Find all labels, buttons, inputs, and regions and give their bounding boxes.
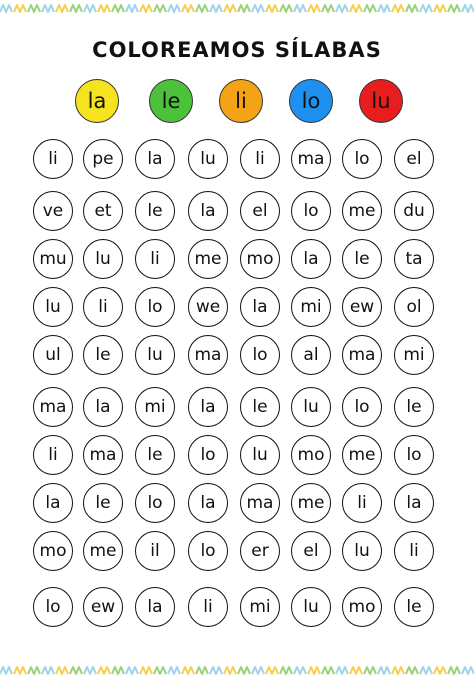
- syllable-circle[interactable]: le: [342, 239, 382, 279]
- color-key-lu: lu: [359, 79, 403, 123]
- syllable-circle[interactable]: le: [83, 483, 123, 523]
- syllable-circle[interactable]: lu: [342, 531, 382, 571]
- color-key-la: la: [75, 79, 119, 123]
- syllable-circle[interactable]: la: [33, 483, 73, 523]
- syllable-circle[interactable]: ma: [83, 435, 123, 475]
- syllable-circle[interactable]: lu: [135, 335, 175, 375]
- syllable-circle[interactable]: la: [394, 483, 434, 523]
- syllable-circle[interactable]: me: [188, 239, 228, 279]
- syllable-circle[interactable]: la: [188, 387, 228, 427]
- syllable-circle[interactable]: le: [394, 587, 434, 627]
- syllable-circle[interactable]: et: [83, 191, 123, 231]
- syllable-circle[interactable]: el: [291, 531, 331, 571]
- syllable-circle[interactable]: lu: [291, 387, 331, 427]
- syllable-circle[interactable]: la: [135, 139, 175, 179]
- syllable-circle[interactable]: li: [83, 287, 123, 327]
- syllable-circle[interactable]: lo: [135, 287, 175, 327]
- syllable-circle[interactable]: la: [83, 387, 123, 427]
- syllable-circle[interactable]: li: [394, 531, 434, 571]
- syllable-circle[interactable]: le: [135, 435, 175, 475]
- syllable-circle[interactable]: lo: [33, 587, 73, 627]
- syllable-circle[interactable]: ve: [33, 191, 73, 231]
- syllable-circle[interactable]: mi: [394, 335, 434, 375]
- syllable-circle[interactable]: me: [342, 435, 382, 475]
- syllable-circle[interactable]: lu: [240, 435, 280, 475]
- worksheet-title: COLOREAMOS SÍLABAS: [92, 38, 382, 62]
- syllable-circle[interactable]: le: [83, 335, 123, 375]
- syllable-circle[interactable]: pe: [83, 139, 123, 179]
- syllable-circle[interactable]: lo: [342, 387, 382, 427]
- syllable-circle[interactable]: mi: [240, 587, 280, 627]
- syllable-circle[interactable]: mo: [240, 239, 280, 279]
- syllable-circle[interactable]: lo: [240, 335, 280, 375]
- syllable-circle[interactable]: el: [240, 191, 280, 231]
- color-key-lo: lo: [289, 79, 333, 123]
- syllable-circle[interactable]: li: [135, 239, 175, 279]
- syllable-circle[interactable]: mi: [291, 287, 331, 327]
- syllable-circle[interactable]: lo: [135, 483, 175, 523]
- syllable-circle[interactable]: la: [291, 239, 331, 279]
- syllable-circle[interactable]: lo: [394, 435, 434, 475]
- syllable-circle[interactable]: li: [342, 483, 382, 523]
- syllable-circle[interactable]: we: [188, 287, 228, 327]
- syllable-circle[interactable]: le: [394, 387, 434, 427]
- syllable-circle[interactable]: ma: [188, 335, 228, 375]
- syllable-circle[interactable]: la: [188, 483, 228, 523]
- syllable-circle[interactable]: il: [135, 531, 175, 571]
- syllable-circle[interactable]: me: [83, 531, 123, 571]
- syllable-circle[interactable]: ol: [394, 287, 434, 327]
- bottom-zigzag-border: [0, 664, 474, 678]
- syllable-circle[interactable]: mo: [342, 587, 382, 627]
- syllable-circle[interactable]: ma: [240, 483, 280, 523]
- syllable-circle[interactable]: ul: [33, 335, 73, 375]
- syllable-circle[interactable]: lu: [291, 587, 331, 627]
- syllable-circle[interactable]: ew: [83, 587, 123, 627]
- syllable-circle[interactable]: lo: [291, 191, 331, 231]
- syllable-circle[interactable]: el: [394, 139, 434, 179]
- syllable-circle[interactable]: li: [33, 435, 73, 475]
- syllable-circle[interactable]: mi: [135, 387, 175, 427]
- syllable-circle[interactable]: la: [240, 287, 280, 327]
- syllable-circle[interactable]: mu: [33, 239, 73, 279]
- syllable-circle[interactable]: ma: [33, 387, 73, 427]
- syllable-circle[interactable]: lu: [188, 139, 228, 179]
- color-key-le: le: [149, 79, 193, 123]
- syllable-circle[interactable]: lo: [188, 435, 228, 475]
- syllable-circle[interactable]: er: [240, 531, 280, 571]
- syllable-circle[interactable]: le: [135, 191, 175, 231]
- syllable-circle[interactable]: la: [135, 587, 175, 627]
- syllable-circle[interactable]: ma: [291, 139, 331, 179]
- color-key-li: li: [219, 79, 263, 123]
- syllable-circle[interactable]: li: [188, 587, 228, 627]
- syllable-circle[interactable]: du: [394, 191, 434, 231]
- syllable-circle[interactable]: li: [33, 139, 73, 179]
- syllable-circle[interactable]: le: [240, 387, 280, 427]
- syllable-circle[interactable]: mo: [33, 531, 73, 571]
- syllable-circle[interactable]: lo: [188, 531, 228, 571]
- syllable-circle[interactable]: me: [342, 191, 382, 231]
- syllable-circle[interactable]: lu: [33, 287, 73, 327]
- syllable-circle[interactable]: la: [188, 191, 228, 231]
- syllable-circle[interactable]: al: [291, 335, 331, 375]
- syllable-circle[interactable]: mo: [291, 435, 331, 475]
- syllable-circle[interactable]: ma: [342, 335, 382, 375]
- syllable-circle[interactable]: li: [240, 139, 280, 179]
- syllable-circle[interactable]: me: [291, 483, 331, 523]
- syllable-circle[interactable]: ta: [394, 239, 434, 279]
- syllable-circle[interactable]: ew: [342, 287, 382, 327]
- syllable-circle[interactable]: lo: [342, 139, 382, 179]
- syllable-circle[interactable]: lu: [83, 239, 123, 279]
